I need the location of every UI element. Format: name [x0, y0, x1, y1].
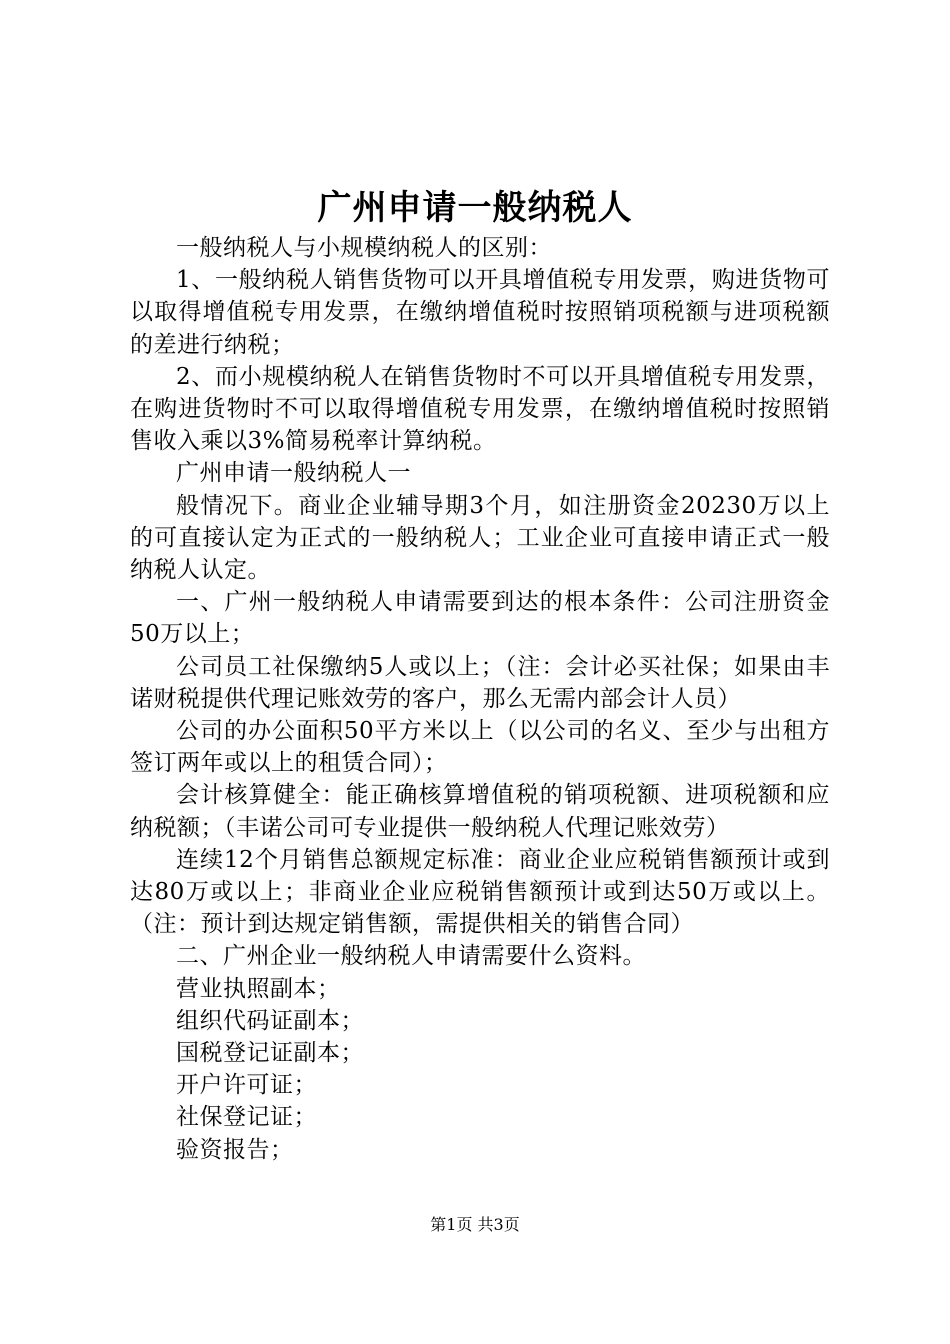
document-title: 广州申请一般纳税人	[317, 188, 633, 228]
paragraph: 一、广州一般纳税人申请需要到达的根本条件：公司注册资金50万以上；	[130, 589, 830, 648]
paragraph: 般情况下。商业企业辅导期3个月，如注册资金20230万以上的可直接认定为正式的一般纳税人；工业企业可直接申请正式一般纳税人认定。	[130, 492, 830, 584]
paragraph: 公司员工社保缴纳5人或以上；（注：会计必买社保；如果由丰诺财税提供代理记账效劳的客户，那么无需内部会计人员）	[130, 653, 830, 712]
list-item: 验资报告；	[176, 1136, 294, 1163]
paragraph: 连续12个月销售总额规定标准：商业企业应税销售额预计或到达80万或以上；非商业企业应税销售额预计或到达50万或以上。（注：预计到达规定销售额，需提供相关的销售合同）	[130, 846, 830, 938]
list-item: 组织代码证副本；	[176, 1007, 364, 1034]
list-item: 开户许可证；	[176, 1072, 317, 1099]
paragraph: 广州申请一般纳税人一	[176, 460, 411, 487]
paragraph: 1、一般纳税人销售货物可以开具增值税专用发票，购进货物可以取得增值税专用发票，在缴纳增值税时按照销项税额与进项税额的差进行纳税；	[130, 267, 830, 358]
document-body	[130, 232, 830, 1166]
paragraph: 2、而小规模纳税人在销售货物时不可以开具增值税专用发票，在购进货物时不可以取得增值税专用发票，在缴纳增值税时按照销售收入乘以3%简易税率计算纳税。	[130, 363, 830, 455]
paragraph: 公司的办公面积50平方米以上（以公司的名义、至少与出租方签订两年或以上的租赁合同）；	[130, 718, 830, 777]
paragraph: 二、广州企业一般纳税人申请需要什么资料。	[176, 943, 646, 970]
list-item: 营业执照副本；	[176, 975, 341, 1002]
list-item: 国税登记证副本；	[176, 1040, 364, 1067]
list-item: 社保登记证；	[176, 1104, 317, 1131]
paragraph: 一般纳税人与小规模纳税人的区别：	[176, 235, 552, 261]
page-footer: 第1页 共3页	[430, 1215, 520, 1234]
paragraph: 会计核算健全：能正确核算增值税的销项税额、进项税额和应纳税额；（丰诺公司可专业提供一般纳税人代理记账效劳）	[130, 782, 830, 841]
